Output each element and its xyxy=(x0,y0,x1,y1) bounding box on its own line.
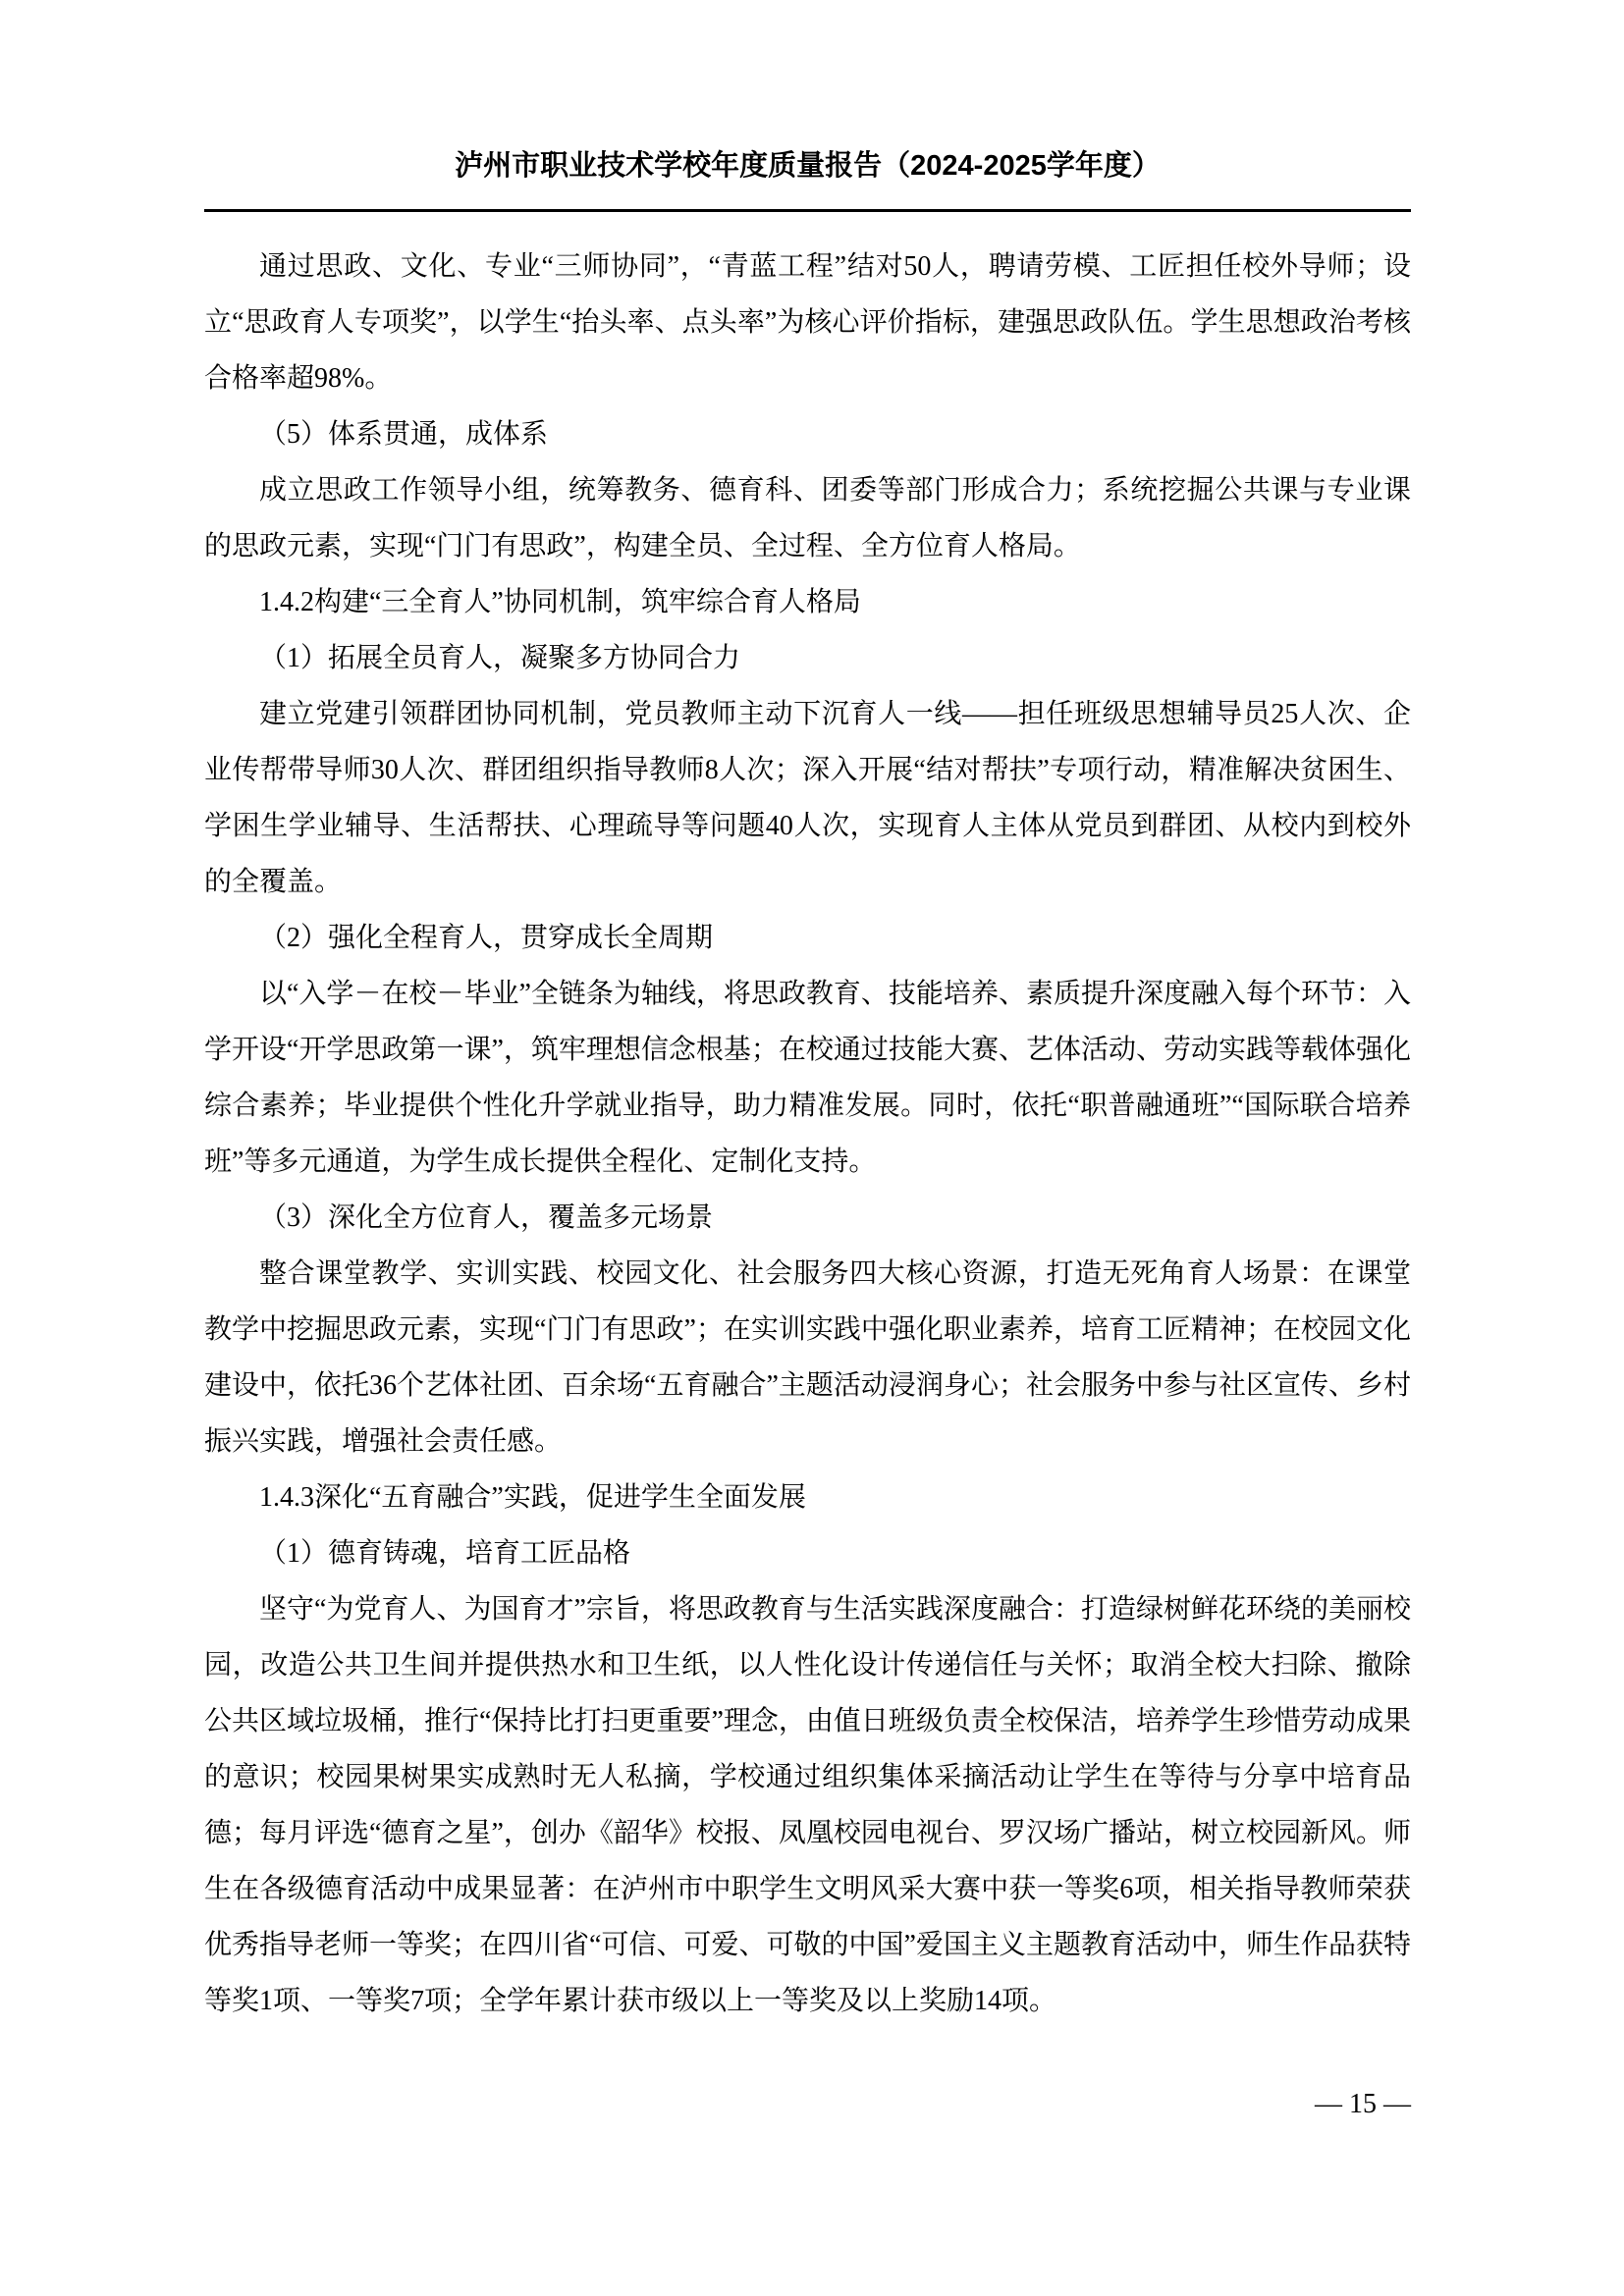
page-footer xyxy=(1315,2089,1411,2120)
paragraph: （1）拓展全员育人，凝聚多方协同合力 xyxy=(259,643,741,673)
paragraph: 1.4.3深化“五育融合”实践，促进学生全面发展 xyxy=(259,1482,806,1513)
paragraph: 通过思政、文化、专业“三师协同”，“青蓝工程”结对50人，聘请劳模、工匠担任校外导师；设立“思政育人专项奖”，以学生“抬头率、点头率”为核心评价指标，建强思政队伍。学生思想政治考核合格率超98%。 xyxy=(204,251,1411,394)
header-title: 泸州市职业技术学校年度质量报告（2024-2025学年度） xyxy=(455,150,1161,182)
page-number: — 15 — xyxy=(1315,2089,1411,2119)
document-body xyxy=(204,239,1411,2029)
paragraph: 整合课堂教学、实训实践、校园文化、社会服务四大核心资源，打造无死角育人场景：在课堂教学中挖掘思政元素，实现“门门有思政”；在实训实践中强化职业素养，培育工匠精神；在校园文化建设中，依托36个艺体社团、百余场“五育融合”主题活动浸润身心；社会服务中参与社区宣传、乡村振兴实践，增强社会责任感。 xyxy=(204,1258,1411,1457)
paragraph: 1.4.2构建“三全育人”协同机制，筑牢综合育人格局 xyxy=(259,587,861,617)
paragraph: 成立思政工作领导小组，统筹教务、德育科、团委等部门形成合力；系统挖掘公共课与专业课的思政元素，实现“门门有思政”，构建全员、全过程、全方位育人格局。 xyxy=(204,475,1411,561)
paragraph: （1）德育铸魂，培育工匠品格 xyxy=(259,1538,631,1569)
paragraph: 以“入学－在校－毕业”全链条为轴线，将思政教育、技能培养、素质提升深度融入每个环节：入学开设“开学思政第一课”，筑牢理想信念根基；在校通过技能大赛、艺体活动、劳动实践等载体强化综合素养；毕业提供个性化升学就业指导，助力精准发展。同时，依托“职普融通班”“国际联合培养班”等多元通道，为学生成长提供全程化、定制化支持。 xyxy=(204,979,1411,1177)
paragraph: 建立党建引领群团协同机制，党员教师主动下沉育人一线——担任班级思想辅导员25人次、企业传帮带导师30人次、群团组织指导教师8人次；深入开展“结对帮扶”专项行动，精准解决贫困生、学困生学业辅导、生活帮扶、心理疏导等问题40人次，实现育人主体从党员到群团、从校内到校外的全覆盖。 xyxy=(204,699,1411,897)
paragraph: （3）深化全方位育人，覆盖多元场景 xyxy=(259,1202,714,1233)
paragraph: （5）体系贯通，成体系 xyxy=(259,419,549,450)
paragraph: （2）强化全程育人，贯穿成长全周期 xyxy=(259,923,714,953)
paragraph: 坚守“为党育人、为国育才”宗旨，将思政教育与生活实践深度融合：打造绿树鲜花环绕的美丽校园，改造公共卫生间并提供热水和卫生纸，以人性化设计传递信任与关怀；取消全校大扫除、撤除公共区域垃圾桶，推行“保持比打扫更重要”理念，由值日班级负责全校保洁，培养学生珍惜劳动成果的意识；校园果树果实成熟时无人私摘，学校通过组织集体采摘活动让学生在等待与分享中培育品德；每月评选“德育之星”，创办《韶华》校报、凤凰校园电视台、罗汉场广播站，树立校园新风。师生在各级德育活动中成果显著：在泸州市中职学生文明风采大赛中获一等奖6项，相关指导教师荣获优秀指导老师一等奖；在四川省“可信、可爱、可敬的中国”爱国主义主题教育活动中，师生作品获特等奖1项、一等奖7项；全学年累计获市级以上一等奖及以上奖励14项。 xyxy=(204,1594,1411,2016)
header-rule xyxy=(204,209,1411,212)
